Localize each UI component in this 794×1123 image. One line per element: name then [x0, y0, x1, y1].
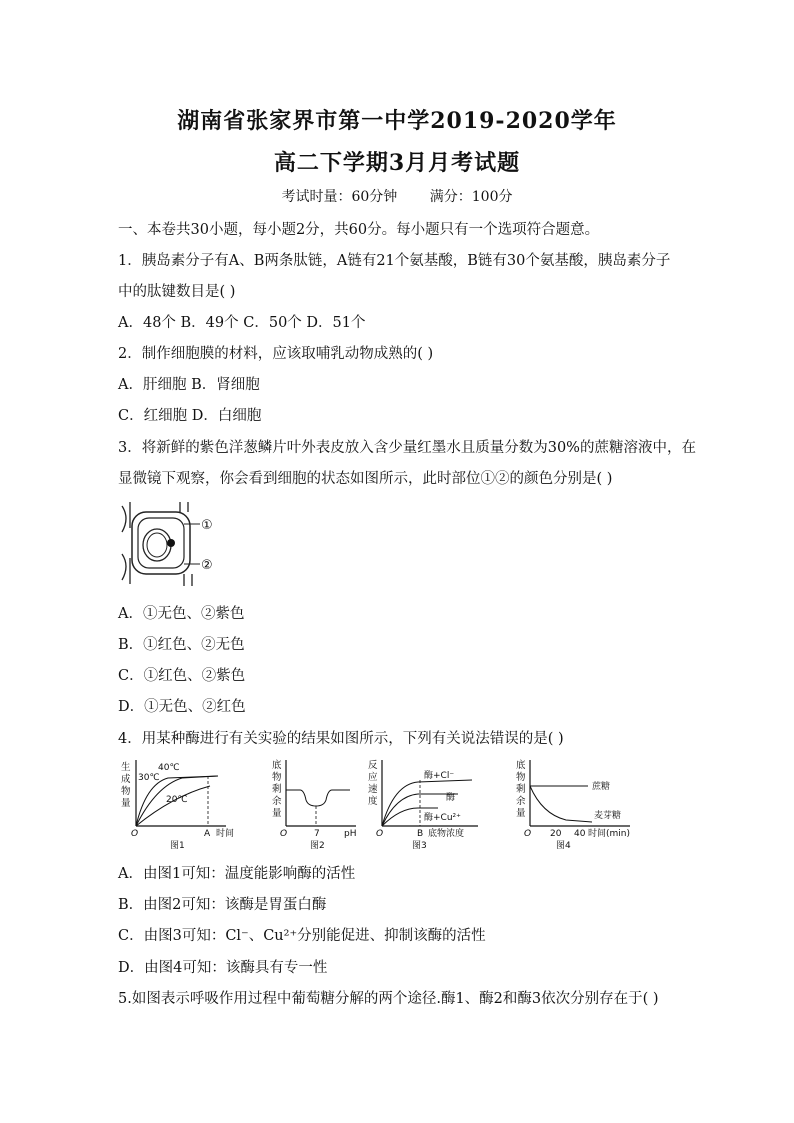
- q1-stem-line2: 中的肽键数目是( ): [118, 284, 236, 300]
- fig3-curve-enzyme: 酶: [446, 793, 456, 803]
- svg-text:剩: 剩: [516, 784, 526, 795]
- fig1-xlabel: 时间: [216, 829, 235, 839]
- svg-text:底: 底: [516, 760, 526, 771]
- q4-figures: [118, 756, 678, 852]
- svg-text:应: 应: [368, 772, 378, 783]
- q4-option-d: D．由图4可知：该酶具有专一性: [118, 960, 328, 976]
- fig3-caption: 图3: [412, 841, 427, 851]
- q3-option-c: C．①红色、②紫色: [118, 668, 246, 684]
- fig3-xlabel: 底物浓度: [428, 829, 465, 839]
- exam-meta: [0, 186, 794, 206]
- q4-stem: 4．用某种酶进行有关实验的结果如图所示，下列有关说法错误的是( ): [118, 731, 564, 747]
- fig4-xtick-20: 20: [550, 829, 562, 839]
- fig1-ylabel-4: 量: [121, 798, 131, 809]
- fig1-xmark: A: [204, 829, 211, 839]
- svg-text:速: 速: [368, 784, 378, 795]
- q4-fig3: [368, 759, 478, 851]
- fig2-origin: O: [280, 829, 288, 839]
- fig4-curve-sucrose: 蔗糖: [592, 782, 611, 792]
- q3-option-a: A．①无色、②紫色: [118, 606, 245, 622]
- fig4-curve-maltose: 麦芽糖: [594, 811, 622, 821]
- fig1-ylabel-3: 物: [121, 786, 131, 797]
- fig3-xmark: B: [417, 829, 424, 839]
- fig2-xmark: 7: [314, 829, 320, 839]
- q3-stem-line1: 3．将新鲜的紫色洋葱鳞片叶外表皮放入含少量红墨水且质量分数为30%的蔗糖溶液中，在: [118, 440, 696, 456]
- fig2-xlabel: pH: [344, 829, 357, 839]
- fig-label-2: ②: [201, 558, 213, 573]
- fig1-curve-30: 30℃: [138, 773, 160, 783]
- fig1-ylabel-2: 成: [121, 774, 131, 785]
- q3-stem-line2: 显微镜下观察，你会看到细胞的状态如图所示，此时部位①②的颜色分别是( ): [118, 471, 613, 487]
- svg-text:余: 余: [516, 796, 526, 807]
- nucleus-dot: [167, 539, 175, 547]
- svg-text:底: 底: [272, 760, 282, 771]
- svg-text:反: 反: [368, 760, 378, 771]
- q4-option-c: C．由图3可知：Cl⁻、Cu²⁺分别能促进、抑制该酶的活性: [118, 928, 486, 944]
- fig1-ylabel-1: 生: [121, 762, 131, 773]
- svg-text:量: 量: [272, 808, 282, 819]
- exam-title-line2: 高二下学期3月月考试题: [273, 150, 521, 176]
- q3-option-b: B．①红色、②无色: [118, 637, 245, 653]
- fig3-curve-cu: 酶+Cu²⁺: [424, 813, 461, 823]
- q3-cell-figure: [118, 500, 228, 590]
- q2-options-row1: A．肝细胞 B．肾细胞: [118, 377, 260, 393]
- svg-text:度: 度: [368, 796, 378, 807]
- fig2-caption: 图2: [310, 841, 325, 851]
- fig1-curve-40: 40℃: [158, 763, 180, 773]
- fig3-origin: O: [376, 829, 384, 839]
- full-score: 满分：100分: [429, 189, 513, 205]
- q2-stem: 2．制作细胞膜的材料，应该取哺乳动物成熟的( ): [118, 346, 434, 362]
- section-instruction: 一、本卷共30小题，每小题2分，共60分。每小题只有一个选项符合题意。: [118, 222, 600, 238]
- svg-text:物: 物: [272, 772, 282, 783]
- fig1-curve-20: 20℃: [166, 795, 188, 805]
- fig4-caption: 图4: [556, 841, 571, 851]
- q2-options-row2: C．红细胞 D．白细胞: [118, 408, 262, 424]
- svg-text:物: 物: [516, 772, 526, 783]
- fig-label-1: ①: [201, 518, 213, 533]
- svg-text:剩: 剩: [272, 784, 282, 795]
- svg-text:余: 余: [272, 796, 282, 807]
- exam-time: 考试时量：60分钟: [281, 189, 398, 205]
- q1-stem-line1: 1．胰岛素分子有A、B两条肽链，A链有21个氨基酸，B链有30个氨基酸，胰岛素分子: [118, 253, 671, 269]
- fig3-curve-cl: 酶+Cl⁻: [424, 771, 455, 781]
- q4-option-a: A．由图1可知：温度能影响酶的活性: [118, 866, 356, 882]
- q4-fig1: [121, 760, 234, 851]
- q4-option-b: B．由图2可知：该酶是胃蛋白酶: [118, 897, 327, 913]
- fig4-origin: O: [524, 829, 532, 839]
- fig4-xtick-40: 40: [574, 829, 586, 839]
- fig4-xlabel: 时间(min): [588, 829, 630, 839]
- fig1-caption: 图1: [170, 841, 185, 851]
- fig1-origin: O: [131, 829, 139, 839]
- q1-options: A．48个 B．49个 C．50个 D．51个: [118, 315, 366, 331]
- q4-fig2: [272, 759, 356, 851]
- q4-fig4: [516, 759, 630, 851]
- exam-title-line1: 湖南省张家界市第一中学2019-2020学年: [177, 108, 617, 134]
- q5-stem: 5.如图表示呼吸作用过程中葡萄糖分解的两个途径.酶1、酶2和酶3依次分别存在于( ): [118, 991, 659, 1007]
- q3-option-d: D．①无色、②红色: [118, 699, 246, 715]
- svg-text:量: 量: [516, 808, 526, 819]
